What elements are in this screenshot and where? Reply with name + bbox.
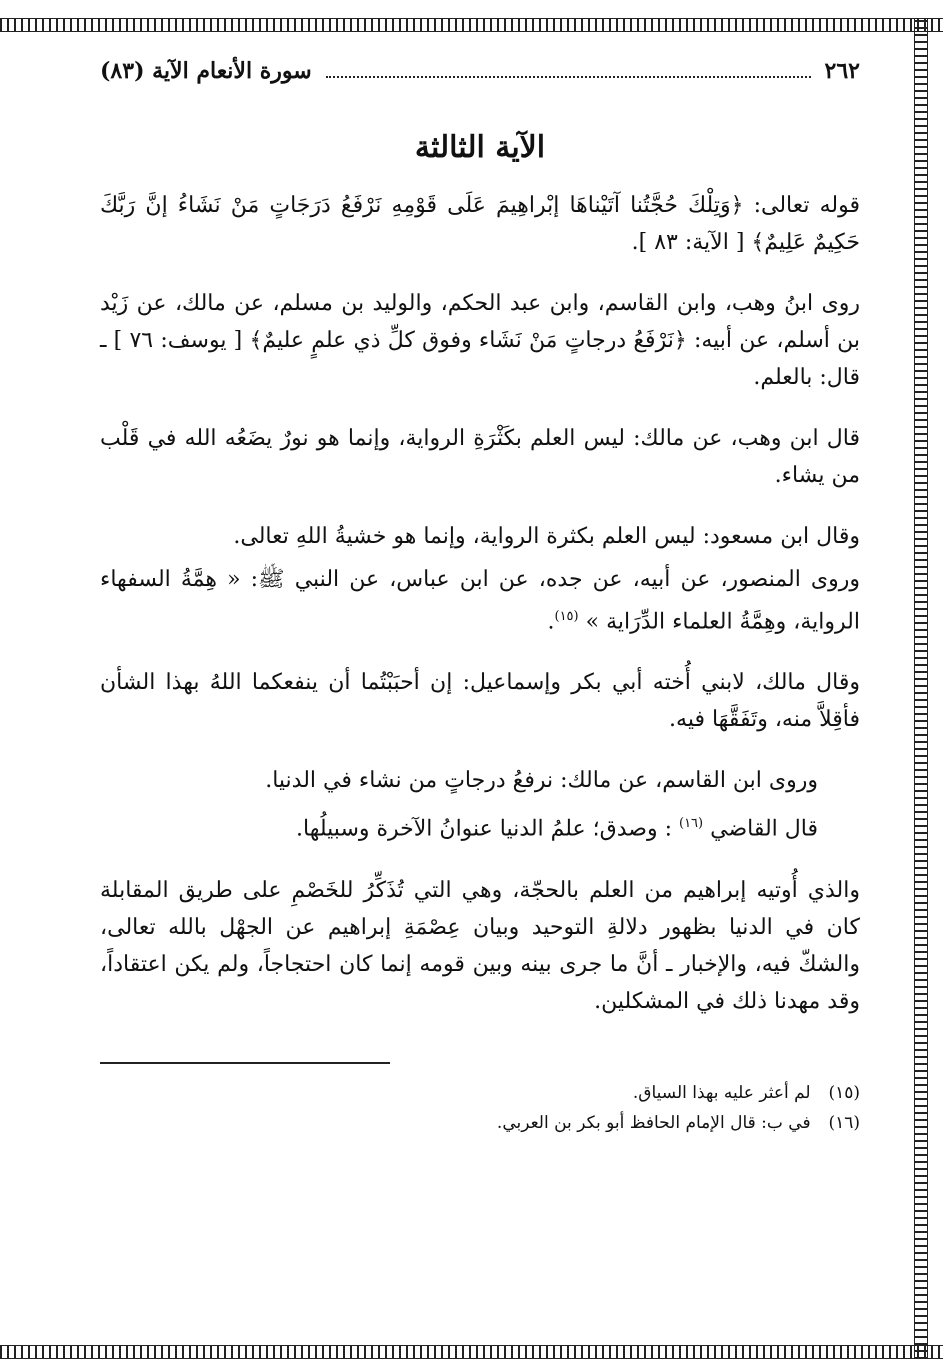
- paragraph-qadi: [100, 805, 860, 847]
- paragraph-al-mansur-text: وروى المنصور، عن أبيه، عن جده، عن ابن عباس، عن النبي ﷺ: « هِمَّةُ السفهاء الرواية، وهِمَّةُ العلماء الدِّرَاية »: [100, 567, 860, 635]
- footnote-text: لم أعثر عليه بهذا السياق.: [632, 1082, 811, 1103]
- paragraph-ibn-wahb-malik: قال ابن وهب، عن مالك: ليس العلم بكَثْرَةِ الرواية، وإنما هو نورٌ يضَعُه الله في قَلْب من يشاء.: [100, 426, 860, 488]
- footnote-15: [100, 1078, 860, 1108]
- footnote-separator: [100, 1062, 390, 1064]
- paragraph-ibrahim-knowledge: والذي أُوتيه إبراهيم من العلم بالحجّة، وهي التي تُذَكِّرُ للخَصْمِ على طريق المقابلة كان في الدنيا بظهور دلالةِ التوحيد وبيان عِصْمَةِ إبراهيم عن الجهْل بالله تعالى، والشكّ فيه، والإخبار ـ أنَّ ما جرى بينه وبين قومه إنما كان احتجاجاً، ولم يكن اعتقاداً، وقد مهدنا ذلك في المشكلين.: [100, 877, 860, 1014]
- paragraph-verse: قوله تعالى: ﴿وَتِلْكَ حُجَّتُنا آتَيْناهَا إبْراهِيمَ عَلَى قَوْمِهِ نَرْفَعُ دَرَجَاتٍ مَنْ نَشَاءُ إنَّ رَبَّكَ حَكِيمٌ عَلِيمٌ﴾ [ الآية: ٨٣ ].: [100, 193, 860, 255]
- paragraph-qadi-intro: قال القاضي: [710, 816, 818, 842]
- ornamental-border-top: [0, 18, 943, 32]
- running-title: سورة الأنعام الآية (٨٣): [100, 58, 312, 84]
- paragraph-al-mansur: وروى المنصور، عن أبيه، عن جده، عن ابن عباس، عن النبي ﷺ: « هِمَّةُ السفهاء الرواية، وهِمَّةُ العلماء الدِّرَاية » $^{(١٥)}$.: [100, 567, 860, 635]
- paragraph-malik-advice: وقال مالك، لابني أُخته أبي بكر وإسماعيل: إن أحبَبْتُما أن ينفعكما اللهُ بهذا الشأن فأقِلاَّ منه، وتَفَقَّهَا فيه.: [100, 670, 860, 733]
- footnote-number: (١٥): [828, 1082, 860, 1103]
- header-dot-leader: [326, 76, 811, 78]
- running-header: [100, 58, 860, 94]
- paragraph-ibn-wahb-narration: روى ابنُ وهب، وابن القاسم، وابن عبد الحكم، والوليد بن مسلم، عن مالك، عن زَيْد بن أسلم، عن أبيه: ﴿نَرْفَعُ درجاتٍ مَنْ نَشَاء وفوق كلِّ ذي علمٍ عليمٌ﴾ [ يوسف: ٧٦ ] ـ قال: بالعلم.: [100, 291, 860, 390]
- page-content: [100, 58, 860, 1138]
- page-number: ٢٦٢: [824, 58, 860, 84]
- ornamental-border-right: [914, 18, 928, 1359]
- footnote-16: [100, 1108, 860, 1138]
- footnote-ref-16: (١٦): [679, 816, 704, 832]
- section-title: الآية الثالثة: [414, 130, 546, 165]
- paragraph-ibn-masud: وقال ابن مسعود: ليس العلم بكثرة الرواية، وإنما هو خشيةُ اللهِ تعالى.: [233, 524, 860, 549]
- footnote-ref-15: (١٥): [554, 609, 579, 624]
- ornamental-border-bottom: [0, 1345, 943, 1359]
- footnote-text: في ب: قال الإمام الحافظ أبو بكر بن العربي.: [496, 1112, 811, 1133]
- footnote-number: (١٦): [828, 1112, 860, 1133]
- paragraph-ibn-qasim: وروى ابن القاسم، عن مالك: نرفعُ درجاتٍ من نشاء في الدنيا.: [265, 768, 818, 794]
- paragraph-qadi-text: : وصدق؛ علمُ الدنيا عنوانُ الآخرة وسبيلُها.: [296, 816, 672, 842]
